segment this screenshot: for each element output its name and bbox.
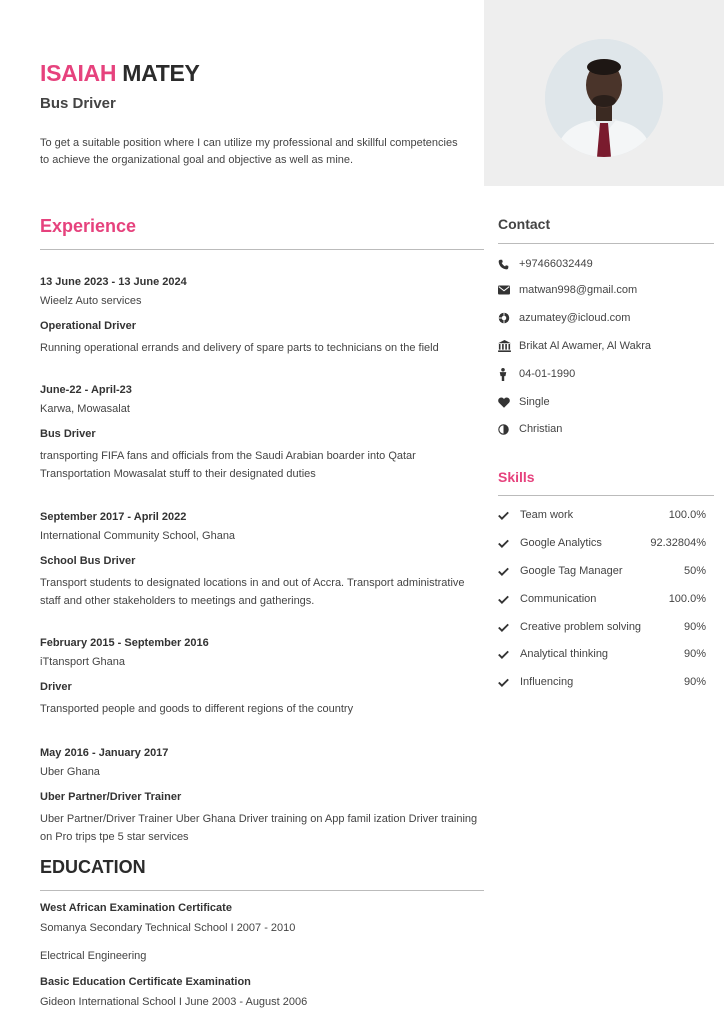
skill-name: Google Analytics — [520, 537, 602, 549]
contrast-icon — [498, 424, 516, 435]
experience-entry — [40, 747, 480, 846]
contact-text: Brikat Al Awamer, Al Wakra — [519, 340, 652, 352]
skills-divider — [498, 495, 714, 496]
bank-icon — [498, 340, 516, 352]
contact-religion — [498, 421, 714, 437]
check-icon — [498, 567, 516, 576]
objective-text: To get a suitable position where I can utilize my professional and skillful competencies to achieve the organizational goal and objective as well as mine. — [40, 137, 458, 166]
entry-position: Driver — [40, 681, 72, 693]
experience-entry — [40, 276, 480, 357]
candidate-name — [40, 60, 200, 87]
job-title: Bus Driver — [40, 95, 116, 112]
education-heading: EDUCATION — [40, 857, 146, 877]
skill-row — [498, 591, 706, 607]
first-name: ISAIAH — [40, 60, 117, 86]
entry-description: transporting FIFA fans and officials from the Saudi Arabian boarder into Qatar Transportation Mowasalat stuff to their designated duties — [40, 450, 416, 480]
experience-entry — [40, 511, 480, 610]
skill-percent: 90% — [683, 648, 706, 660]
skill-percent: 90% — [683, 621, 706, 633]
check-icon — [498, 623, 516, 632]
check-icon — [498, 595, 516, 604]
contact-birthdate — [498, 366, 714, 382]
skill-row — [498, 535, 706, 551]
experience-entry — [40, 637, 480, 718]
contact-text: Christian — [519, 423, 563, 435]
check-icon — [498, 511, 516, 520]
entry-position: Uber Partner/Driver Trainer — [40, 791, 182, 803]
contact-text: +97466032449 — [519, 258, 593, 270]
contact-divider — [498, 243, 714, 244]
experience-divider — [40, 249, 484, 250]
globe-icon — [498, 312, 516, 324]
skill-name: Creative problem solving — [520, 621, 642, 633]
experience-heading: Experience — [40, 216, 137, 236]
skill-name: Team work — [520, 509, 574, 521]
entry-org: iTtansport Ghana — [40, 656, 125, 668]
skill-row — [498, 563, 706, 579]
entry-date: May 2016 - January 2017 — [40, 747, 169, 759]
contact-phone — [498, 256, 714, 272]
skill-name: Communication — [520, 593, 597, 605]
skill-name: Analytical thinking — [520, 648, 609, 660]
entry-org: Wieelz Auto services — [40, 295, 142, 307]
check-icon — [498, 650, 516, 659]
education-qualification: West African Examination Certificate — [40, 902, 232, 914]
skill-name: Google Tag Manager — [520, 565, 623, 577]
entry-position: Bus Driver — [40, 428, 96, 440]
phone-icon — [498, 259, 516, 270]
skills-heading: Skills — [498, 469, 535, 485]
check-icon — [498, 678, 516, 687]
entry-description: Transport students to designated locations in and out of Accra. Transport administrative staff and other stakeholders to meetings and gatherings. — [40, 577, 465, 607]
entry-description: Uber Partner/Driver Trainer Uber Ghana Driver training on App famil ization Driver training on Pro trips tpe 5 star services — [40, 813, 478, 843]
contact-marital-status — [498, 394, 714, 410]
entry-date: June-22 - April-23 — [40, 384, 132, 396]
contact-address — [498, 338, 714, 354]
education-qualification: Basic Education Certificate Examination — [40, 976, 251, 988]
skill-row — [498, 674, 706, 690]
entry-position: Operational Driver — [40, 320, 136, 332]
skill-percent: 92.32804% — [650, 537, 706, 549]
contact-heading: Contact — [498, 216, 551, 232]
experience-entry — [40, 384, 480, 483]
entry-date: September 2017 - April 2022 — [40, 511, 187, 523]
entry-date: 13 June 2023 - 13 June 2024 — [40, 276, 187, 288]
education-school: Gideon International School I June 2003 - August 2006 — [40, 996, 308, 1008]
education-divider — [40, 890, 484, 891]
envelope-icon — [498, 285, 516, 295]
skill-percent: 50% — [683, 565, 706, 577]
entry-description: Running operational errands and delivery of spare parts to technicians on the field — [40, 342, 439, 354]
skill-name: Influencing — [520, 676, 574, 688]
entry-position: School Bus Driver — [40, 555, 136, 567]
last-name: MATEY — [122, 60, 200, 86]
entry-org: Karwa, Mowasalat — [40, 403, 130, 415]
heart-icon — [498, 397, 516, 408]
contact-text: Single — [519, 396, 550, 408]
contact-web — [498, 310, 714, 326]
person-icon — [498, 368, 516, 381]
entry-org: International Community School, Ghana — [40, 530, 236, 542]
contact-text: matwan998@gmail.com — [519, 284, 638, 296]
entry-org: Uber Ghana — [40, 766, 100, 778]
education-field: Electrical Engineering — [40, 950, 147, 962]
entry-date: February 2015 - September 2016 — [40, 637, 209, 649]
entry-description: Transported people and goods to different regions of the country — [40, 703, 354, 715]
education-school: Somanya Secondary Technical School I 2007 - 2010 — [40, 922, 296, 934]
skill-row — [498, 619, 706, 635]
skill-row — [498, 646, 706, 662]
skill-row — [498, 507, 706, 523]
profile-photo — [545, 39, 663, 157]
skill-percent: 100.0% — [668, 593, 706, 605]
skill-percent: 100.0% — [668, 509, 706, 521]
skill-percent: 90% — [683, 676, 706, 688]
contact-email — [498, 282, 714, 298]
contact-text: 04-01-1990 — [519, 368, 576, 380]
contact-text: azumatey@icloud.com — [519, 312, 631, 324]
check-icon — [498, 539, 516, 548]
